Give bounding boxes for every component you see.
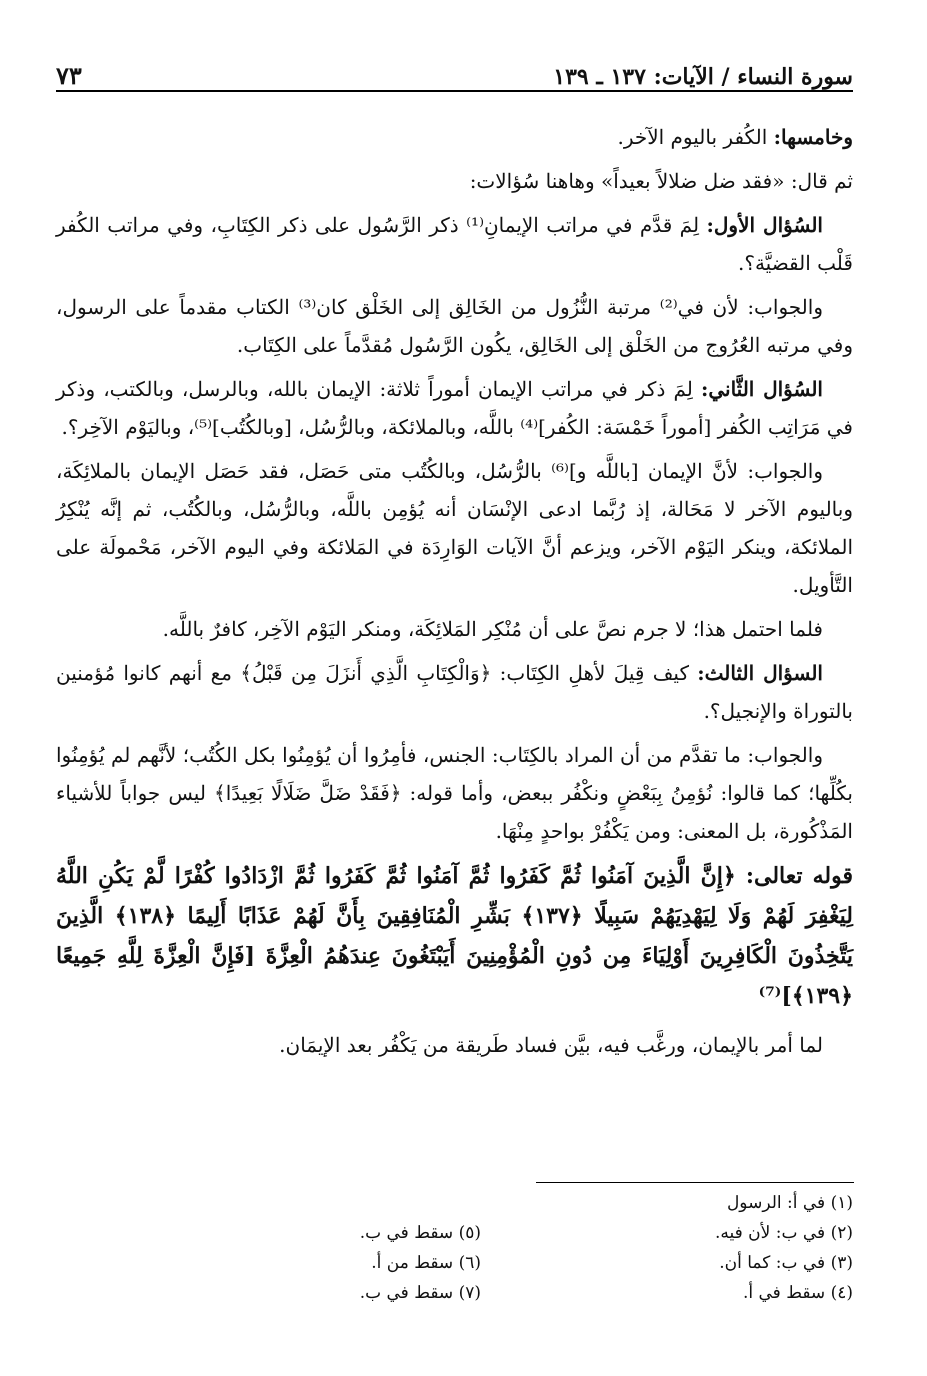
paragraph-text: الكُفر باليوم الآخر.: [617, 125, 774, 149]
paragraph: [56, 370, 853, 446]
paragraph: [56, 736, 853, 850]
verse-text: ﴿إِنَّ الَّذِينَ آمَنُوا ثُمَّ كَفَرُوا ثُمَّ آمَنُوا ثُمَّ كَفَرُوا ثُمَّ ازْدَادُوا كُفْرًا لَّمْ يَكُنِ اللَّهُ لِيَغْفِرَ لَهُمْ وَلَا لِيَهْدِيَهُمْ سَبِيلًا ﴿١٣٧﴾ بَشِّرِ الْمُنَافِقِينَ بِأَنَّ لَهُمْ عَذَابًا أَلِيمًا ﴿١٣٨﴾ الَّذِينَ يَتَّخِذُونَ الْكَافِرِينَ أَوْلِيَاءَ مِن دُونِ الْمُؤْمِنِينَ أَيَبْتَغُونَ عِندَهُمُ الْعِزَّةَ [فَإِنَّ الْعِزَّةَ لِلَّهِ جَمِيعًا ﴿١٣٩﴾]⁽⁷⁾: [56, 863, 853, 1009]
footnotes-left-column: [360, 1218, 481, 1308]
paragraph-text: كيف قِيلَ لأهلِ الكِتَاب: ﴿وَالْكِتَابِ الَّذِي أَنزَلَ مِن قَبْلُ﴾ مع أنهم كانوا مُؤمنين بالتوراة والإنجيل؟.: [56, 661, 853, 723]
paragraph-label: السُؤال الأول:: [706, 213, 823, 237]
paragraph: [56, 206, 853, 282]
footnote: (٣) في ب: كما أن.: [719, 1253, 853, 1273]
paragraph-text: والجواب: لأن في⁽²⁾ مرتبة النُّزُول من الخَالِق إلى الخَلْق كان⁽³⁾ الكتاب مقدماً على الرسول، وفي مرتبه العُرُوج من الخَلْق إلى الخَالِق، يكُون الرَّسُول مُقدَّماً على الكِتَاب.: [56, 295, 853, 357]
paragraph: [56, 118, 853, 156]
paragraph-label: قوله تعالى:: [745, 863, 853, 889]
paragraph-text: ثم قال: «فقد ضل ضلالاً بعيداً» وهاهنا سُؤالات:: [469, 169, 853, 193]
paragraph-label: السؤال الثالث:: [697, 661, 823, 685]
main-text: [56, 118, 853, 1070]
paragraph-label: السُؤال الثَّاني:: [700, 377, 823, 401]
paragraph-label: وخامسها:: [773, 125, 853, 149]
footnote: (٧) سقط في ب.: [359, 1283, 481, 1303]
paragraph-text: لِمَ قدَّم في مراتب الإيمانِ⁽¹⁾ ذكر الرَّسُول على ذكر الكِتَابِ، وفي مراتب الكُفر قَلْب القضيَّة؟.: [56, 213, 853, 275]
paragraph: [56, 1026, 853, 1064]
paragraph-text: لما أمر بالإيمان، ورغَّب فيه، بيَّن فساد طَريقة من يَكْفُر بعد الإيمَان.: [279, 1033, 823, 1057]
footnote: (٢) في ب: لأن فيه.: [714, 1223, 853, 1243]
header-rule: [56, 90, 853, 92]
footnote-rule: [536, 1182, 854, 1183]
footnote: (٤) سقط في أ.: [742, 1283, 853, 1303]
quran-verse: [56, 856, 853, 1016]
page-header: [56, 50, 853, 90]
paragraph: [56, 452, 853, 604]
running-title: سورة النساء / الآيات: ١٣٧ ـ ١٣٩: [553, 64, 853, 90]
paragraph: [56, 288, 853, 364]
paragraph-text: والجواب: ما تقدَّم من أن المراد بالكِتَاب: الجنس، فأمِرُوا أن يُؤمِنُوا بكل الكُتُب؛ لأنَّهم لم يُؤمِنُوا بكُلِّها؛ كما قالوا: نُؤمِنُ بِبَعْضٍ ونكْفُر ببعض، وأما قوله: ﴿فَقَدْ ضَلَّ ضَلَالًا بَعِيدًا﴾ ليس جواباً للأشياء المَذْكُورة، بل المعنى: ومن يَكْفُرْ بواحدٍ مِنْهَا.: [56, 743, 853, 843]
paragraph: [56, 654, 853, 730]
page-number: ٧٣: [56, 61, 82, 90]
footnotes-right-column: [715, 1188, 853, 1308]
footnote: (٥) سقط في ب.: [359, 1223, 481, 1243]
paragraph-text: فلما احتمل هذا؛ لا جرم نصَّ على أن مُنْكِر المَلائِكَة، ومنكر اليَوْم الآخِر، كافرٌ باللَّه.: [162, 617, 823, 641]
paragraph: [56, 162, 853, 200]
footnote: (٦) سقط من أ.: [371, 1253, 481, 1273]
paragraph: [56, 610, 853, 648]
paragraph-text: والجواب: لأنَّ الإيمان [باللَّه و]⁽⁶⁾ بالرُّسُل، وبالكُتُب متى حَصَل، فقد حَصَل الإيمان بالملائِكَة، وباليوم الآخر لا مَحَالة، إذ رُبَّما ادعى الإنْسَان أنه يُؤمِن باللَّه، وبالرُّسُل، وبالكُتُب، ثم إنَّه يُنْكِرُ الملائكة، وينكر اليَوْم الآخر، ويزعم أنَّ الآيات الوَارِدَة في المَلائكة وفي اليوم الآخر، مَحْمولَة على التَّأويل.: [56, 459, 853, 597]
footnote: (١) في أ: الرسول: [726, 1193, 853, 1213]
paragraph-text: لِمَ ذكر في مراتب الإيمان أموراً ثلاثة: الإيمان بالله، وبالرسل، وبالكتب، وذكر في مَرَاتِب الكُفر [أموراً خَمْسَة: الكُفر]⁽⁴⁾ باللَّه، وبالملائكة، وبالرُّسُل، [وبالكُتُب]⁽⁵⁾، وباليَوْم الآخِر؟.: [56, 377, 853, 439]
